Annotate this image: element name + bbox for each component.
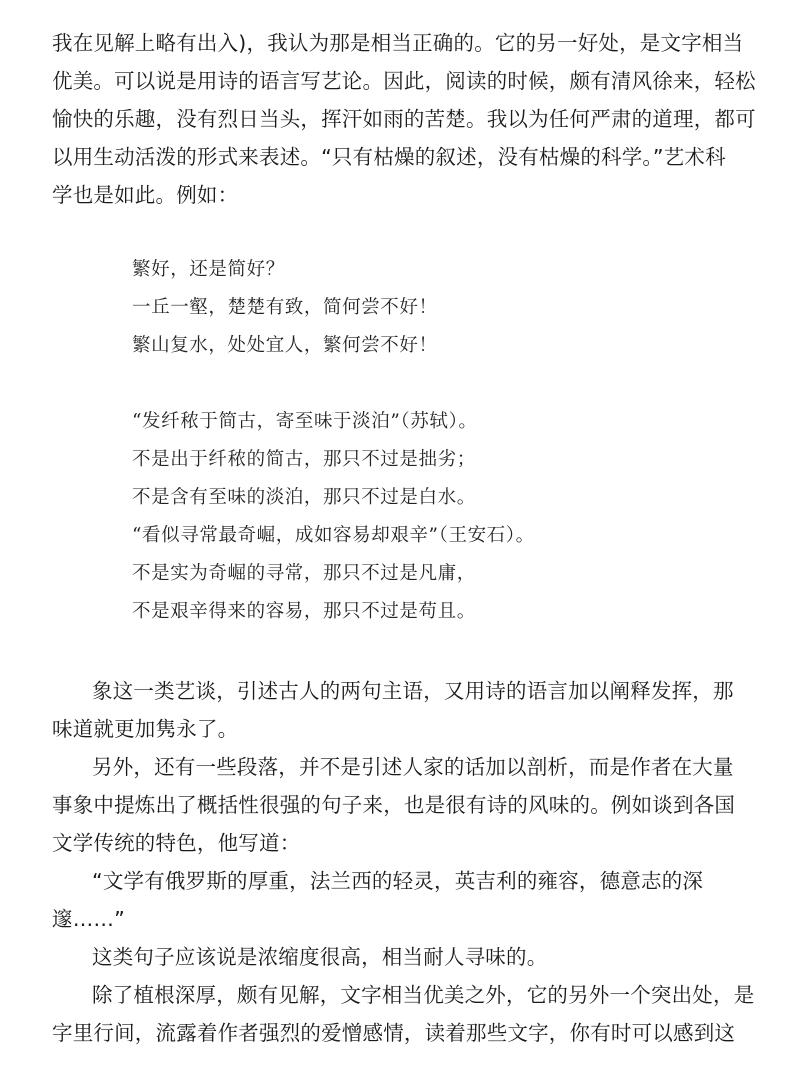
quote-line: 不是出于纤秾的简古，那只不过是拙劣；	[132, 449, 476, 470]
paragraph-line: 邃……”	[52, 907, 125, 931]
intro-line: 以用生动活泼的形式来表述。“只有枯燥的叙述，没有枯燥的科学。”艺术科	[52, 145, 726, 169]
quote-line: 不是含有至味的淡泊，那只不过是白水。	[132, 487, 476, 508]
quote-line: “看似寻常最奇崛，成如容易却艰辛”（王安石）。	[132, 525, 535, 546]
intro-line: 愉快的乐趣，没有烈日当头，挥汗如雨的苦楚。我以为任何严肃的道理，都可	[52, 107, 756, 131]
paragraph-line: 象这一类艺谈，引述古人的两句主语，又用诗的语言加以阐释发挥，那	[92, 679, 734, 703]
paragraph-line: 味道就更加隽永了。	[52, 717, 239, 741]
paragraph-line: 字里行间，流露着作者强烈的爱憎感情，读着那些文字，你有时可以感到这	[52, 1021, 736, 1045]
quote-line: 繁山复水，处处宜人，繁何尝不好！	[132, 335, 438, 356]
quote-line: 繁好，还是简好？	[132, 259, 285, 280]
intro-line: 优美。可以说是用诗的语言写艺论。因此，阅读的时候，颇有清风徐来，轻松	[52, 69, 756, 93]
intro-line: 我在见解上略有出入)，我认为那是相当正确的。它的另一好处，是文字相当	[52, 31, 744, 55]
quote-line: 不是艰辛得来的容易，那只不过是苟且。	[132, 601, 476, 622]
quote-line: “发纤秾于简古，寄至味于淡泊”（苏轼）。	[132, 411, 478, 432]
quote-line: 一丘一壑，楚楚有致，简何尝不好！	[132, 297, 438, 318]
paragraph-line: “文学有俄罗斯的厚重，法兰西的轻灵，英吉利的雍容，德意志的深	[92, 869, 704, 893]
intro-line: 学也是如此。例如：	[52, 183, 239, 207]
paragraph-line: 另外，还有一些段落，并不是引述人家的话加以剖析，而是作者在大量	[92, 755, 734, 779]
paragraph-line: 这类句子应该说是浓缩度很高，相当耐人寻味的。	[92, 945, 548, 969]
paragraph-line: 事象中提炼出了概括性很强的句子来，也是很有诗的风味的。例如谈到各国	[52, 793, 736, 817]
paragraph-line: 除了植根深厚，颇有见解，文字相当优美之外，它的另外一个突出处，是	[92, 983, 755, 1007]
quote-line: 不是实为奇崛的寻常，那只不过是凡庸，	[132, 563, 476, 584]
paragraph-line: 文学传统的特色，他写道：	[52, 831, 301, 855]
